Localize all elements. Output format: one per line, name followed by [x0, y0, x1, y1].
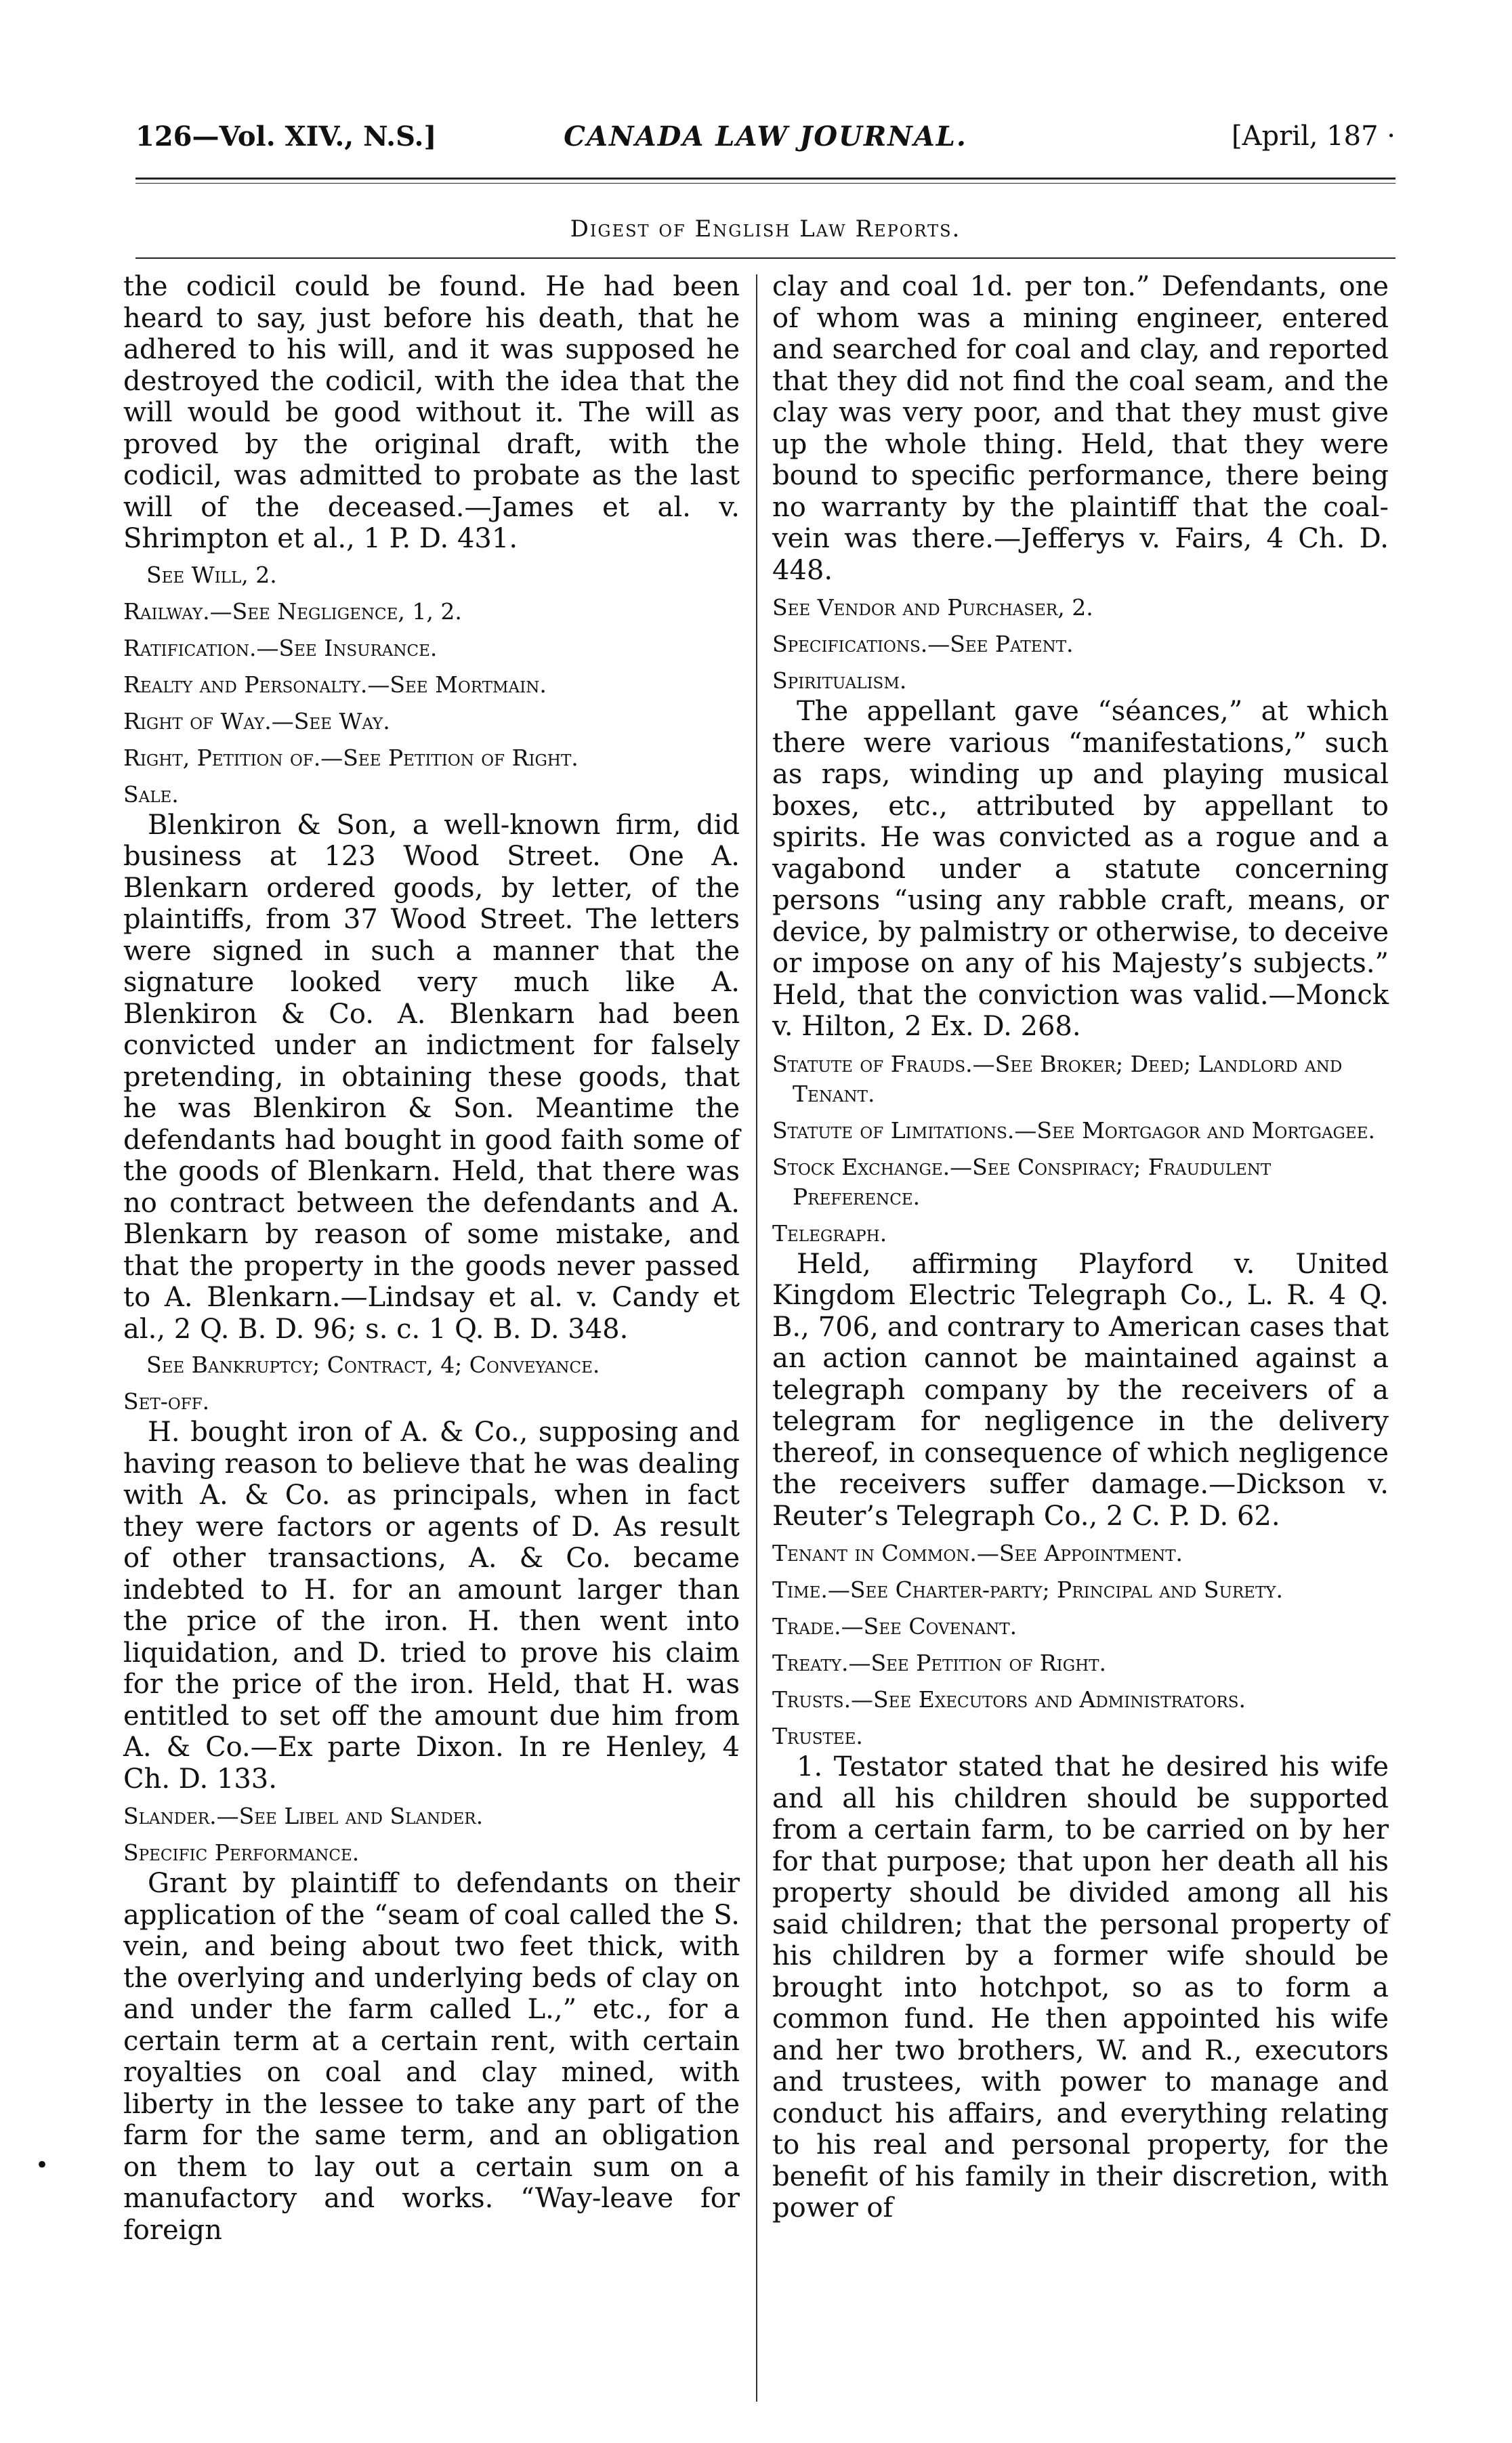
right-heading: Treaty.—See Petition of Right.: [772, 1650, 1106, 1676]
left-cross-reference: See Will, 2.: [146, 561, 277, 588]
right-column: [772, 271, 1389, 2224]
left-paragraph: Blenkiron & Son, a well-known firm, did business at 123 Wood Street. One A. Blenkarn ordered goods, by letter, of the plaintiffs, from 37 Wood Street. The letters were signed in such a manner that the signature looked very much like A. Blenkiron & Co. A. Blenkarn had been convicted under an indictment for falsely pretending, in obtaining these goods, that he was Blenkiron & Son. Meantime the defendants had bought in good faith some of the goods of Blenkarn. Held, that there was no contract between the defendants and A. Blenkarn by reason of some mistake, and that the property in the goods never passed to A. Blenkarn.—Lindsay et al. v. Candy et al., 2 Q. B. D. 96; s. c. 1 Q. B. D. 348.: [123, 809, 740, 1345]
right-heading: Statute of Limitations.—See Mortgagor and Mortgagee.: [772, 1116, 1375, 1144]
left-heading: Realty and Personalty.—See Mortmain.: [123, 671, 547, 698]
left-heading: Right of Way.—See Way.: [123, 707, 390, 734]
right-paragraph: The appellant gave “séances,” at which there were various “manifestations,” such as raps, winding up and playing musical boxes, etc., attributed by appellant to spirits. He was convicted as a rogue and a vagabond under a statute concerning persons “using any rabble craft, means, or device, by palmistry or otherwise, to deceive or impose on any of his Majesty’s subjects.” Held, that the conviction was valid.—Monck v. Hilton, 2 Ex. D. 268.: [772, 696, 1389, 1042]
right-heading: Telegraph.: [772, 1219, 887, 1247]
issue-date: [April, 187 ·: [1231, 121, 1395, 152]
left-heading: Ratification.—See Insurance.: [123, 634, 438, 661]
right-heading: See Vendor and Purchaser, 2.: [772, 594, 1093, 621]
header-rule: [135, 178, 1395, 180]
header-rule-thin: [135, 183, 1395, 184]
right-heading: Trusts.—See Executors and Administrators.: [772, 1686, 1246, 1713]
right-heading: Trade.—See Covenant.: [772, 1613, 1017, 1640]
right-heading: Stock Exchange.—See Conspiracy; Fraudulent Preference.: [772, 1153, 1272, 1210]
left-heading: Slander.—See Libel and Slander.: [123, 1803, 484, 1829]
right-heading: Tenant in Common.—See Appointment.: [772, 1540, 1183, 1566]
left-cross-reference: See Bankruptcy; Contract, 4; Conveyance.: [146, 1352, 600, 1378]
right-heading: Time.—See Charter-party; Principal and Surety.: [772, 1577, 1283, 1603]
column-divider: [756, 274, 757, 2402]
right-paragraph: clay and coal 1d. per ton.” Defendants, one of whom was a mining engineer, entered and searched for coal and clay, and reported that they did not find the coal seam, and the clay was very poor, and that they must give up the whole thing. Held, that they were bound to specific performance, there being no warranty by the plaintiff that the coal-vein was there.—Jefferys v. Fairs, 4 Ch. D. 448.: [772, 271, 1389, 586]
right-heading: Spiritualism.: [772, 667, 907, 694]
right-heading: Specifications.—See Patent.: [772, 631, 1074, 657]
left-column: [123, 271, 740, 2246]
right-heading: Trustee.: [772, 1723, 863, 1749]
journal-title: CANADA LAW JOURNAL.: [564, 121, 967, 152]
left-paragraph: the codicil could be found. He had been heard to say, just before his death, that he adhered to his will, and it was supposed he destroyed the codicil, with the idea that the will would be good without it. The will as proved by the original draft, with the codicil, was admitted to probate as the last will of the deceased.—James et al. v. Shrimpton et al., 1 P. D. 431.: [123, 271, 740, 554]
section-rule: [135, 257, 1395, 259]
left-heading: Right, Petition of.—See Petition of Right.: [123, 744, 579, 771]
left-paragraph: H. bought iron of A. & Co., supposing and having reason to believe that he was dealing with A. & Co. as principals, when in fact they were factors or agents of D. As result of other transactions, A. & Co. became indebted to H. for an amount larger than the price of the iron. H. then went into liquidation, and D. tried to prove his claim for the price of the iron. Held, that H. was entitled to set off the amount due him from A. & Co.—Ex parte Dixon. In re Henley, 4 Ch. D. 133.: [123, 1417, 740, 1795]
right-paragraph: Held, affirming Playford v. United Kingdom Electric Telegraph Co., L. R. 4 Q. B., 706, and contrary to American cases that an action cannot be maintained against a telegraph company by the receivers of a telegram for negligence in the delivery thereof, in consequence of which negligence the receivers suffer damage.—Dickson v. Reuter’s Telegraph Co., 2 C. P. D. 62.: [772, 1248, 1389, 1532]
left-heading: Specific Performance.: [123, 1839, 360, 1866]
volume-info: 126—Vol. XIV., N.S.]: [135, 121, 437, 152]
right-paragraph: 1. Testator stated that he desired his wife and all his children should be supported from a certain farm, to be carried on by her for that purpose; that upon her death all his property should be divided among all his said children; that the personal property of his children by a former wife should be brought into hotchpot, so as to form a common fund. He then appointed his wife and her two brothers, W. and R., executors and trustees, with power to manage and conduct his affairs, and everything relating to his real and personal property, for the benefit of his family in their discretion, with power of: [772, 1751, 1389, 2223]
section-title: Digest of English Law Reports.: [570, 215, 961, 243]
left-heading: Sale.: [123, 780, 179, 808]
margin-mark: •: [35, 2152, 49, 2179]
left-heading: Railway.—See Negligence, 1, 2.: [123, 598, 462, 625]
page-header: [135, 121, 1395, 175]
right-heading: Statute of Frauds.—See Broker; Deed; Landlord and Tenant.: [772, 1050, 1343, 1107]
left-paragraph: Grant by plaintiff to defendants on their application of the “seam of coal called the S. vein, and being about two feet thick, with the overlying and underlying beds of clay on and under the farm called L.,” etc., for a certain term at a certain rent, with certain royalties on coal and clay mined, with liberty in the lessee to take any part of the farm for the same term, and an obligation on them to lay out a certain sum on a manufactory and works. “Way-leave for foreign: [123, 1868, 740, 2246]
left-heading: Set-off.: [123, 1388, 210, 1415]
